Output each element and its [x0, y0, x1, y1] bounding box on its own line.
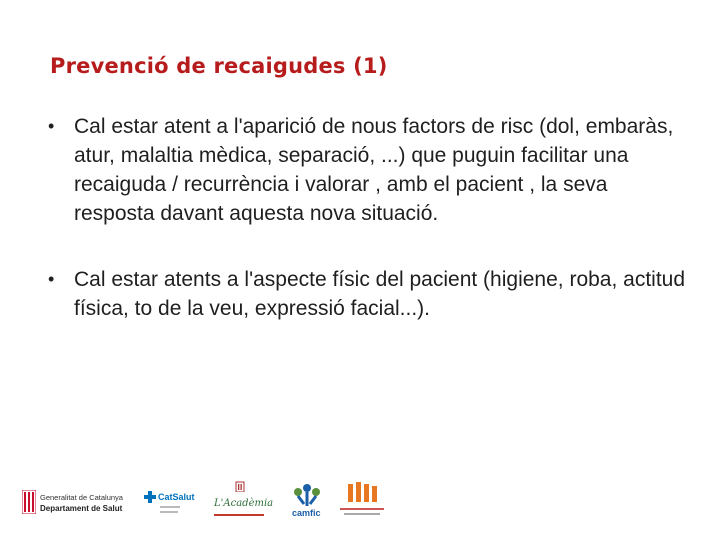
catsalut-logo — [144, 480, 202, 522]
academia-logo — [212, 480, 276, 522]
gencat-emblem-icon — [22, 490, 36, 514]
orange-institution-logo — [340, 480, 388, 522]
bullet-text: Cal estar atents a l'aspecte físic del pacient (higiene, roba, actitud física, to de la veu, expressió facial...). — [74, 268, 686, 320]
orange-subtext — [344, 513, 380, 515]
bullet-list — [48, 112, 688, 323]
gencat-line1: Generalitat de Catalunya — [40, 493, 123, 502]
bullet-icon: • — [48, 116, 55, 136]
academia-text: L'Acadèmia — [214, 498, 274, 509]
bullet-item — [48, 112, 688, 228]
orange-subtext — [340, 508, 384, 510]
catsalut-subtext — [160, 506, 180, 508]
bullet-text: Cal estar atent a l'aparició de nous factors de risc (dol, embaràs, atur, malaltia mèdica, separació, ...) que puguin facilitar una recaiguda / recurrència i valorar , amb el pacient , la seva resposta davant aquesta nova situació. — [74, 115, 674, 225]
camfic-logo — [288, 480, 328, 522]
bullet-icon: • — [48, 269, 55, 289]
catsalut-subtext — [160, 511, 178, 513]
columns-icon — [346, 482, 380, 504]
slide-title: Prevenció de recaigudes (1) — [50, 54, 388, 78]
academia-subtext — [214, 514, 264, 516]
gencat-logo — [22, 480, 134, 522]
footer-logos — [22, 480, 402, 522]
cross-icon — [144, 491, 156, 503]
catsalut-text: CatSalut — [158, 492, 195, 502]
bullet-item — [48, 265, 688, 323]
camfic-text: camfic — [292, 508, 321, 518]
gencat-line2: Departament de Salut — [40, 504, 123, 513]
people-tree-icon — [290, 482, 324, 508]
academia-emblem-icon — [235, 480, 245, 492]
